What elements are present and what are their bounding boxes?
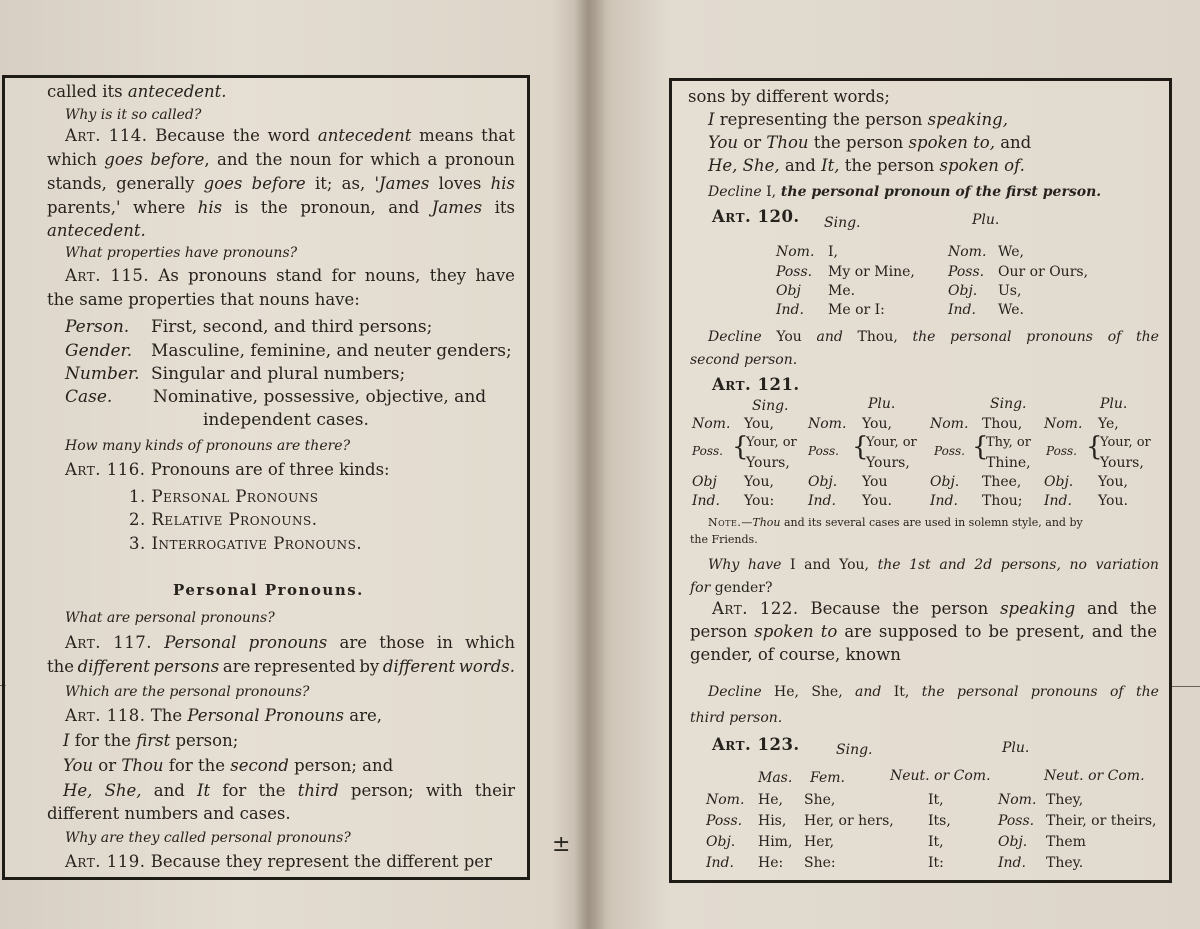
case-label: Nom. xyxy=(1044,416,1083,432)
text-line: which goes before, and the noun for which a pronoun xyxy=(47,150,515,169)
case-label: Poss. xyxy=(948,264,985,280)
case-form: Their, or theirs, xyxy=(1046,813,1157,829)
case-label: Poss. xyxy=(998,813,1035,829)
case-label: Obj. xyxy=(808,474,838,490)
case-form: Yours, xyxy=(1100,455,1144,471)
case-label: Nom. xyxy=(776,244,815,260)
article-117: Art. 117. Personal pronouns are those in which xyxy=(65,633,515,652)
case-form: You: xyxy=(744,493,775,509)
case-form: She: xyxy=(804,855,836,871)
case-form: His, xyxy=(758,813,787,829)
table-head: Plu. xyxy=(868,396,896,412)
question: Why is it so called? xyxy=(65,107,202,123)
property-term: Case. xyxy=(65,387,113,407)
case-form: Yours, xyxy=(866,455,910,471)
question: Why have I and You, the 1st and 2d persons, no variation xyxy=(708,557,1159,573)
text-line: parents,' where his is the pronoun, and James its xyxy=(47,198,515,217)
case-form: It: xyxy=(928,855,944,871)
text-line: the different persons are represented by different words. xyxy=(47,657,515,676)
case-form: Her, or hers, xyxy=(804,813,894,829)
text-line: I for the first person; xyxy=(63,731,239,750)
case-label: Poss. xyxy=(776,264,813,280)
property-text: independent cases. xyxy=(203,410,369,430)
table-head: Plu. xyxy=(972,212,1000,228)
right-page xyxy=(669,78,1172,883)
case-form: Them xyxy=(1046,834,1086,850)
kind-item: 2. Relative Pronouns. xyxy=(129,510,318,529)
brace: { xyxy=(1086,432,1103,462)
case-form: We, xyxy=(998,244,1024,260)
brace: { xyxy=(732,432,749,462)
case-form: Your, or xyxy=(1100,435,1151,450)
case-label: Ind. xyxy=(998,855,1026,871)
edge-rule-right xyxy=(1172,686,1200,687)
case-form: Ye, xyxy=(1098,416,1119,432)
text-line: different numbers and cases. xyxy=(47,804,291,823)
case-form: Us, xyxy=(998,283,1022,299)
page-mark: ± xyxy=(552,832,571,857)
property-term: Gender. xyxy=(65,341,133,361)
case-form: Him, xyxy=(758,834,793,850)
case-form: You, xyxy=(744,474,774,490)
text-line: I representing the person speaking, xyxy=(708,110,1008,129)
table-head: Sing. xyxy=(824,215,861,231)
article-122: Art. 122. Because the person speaking and the xyxy=(712,599,1157,618)
case-label: Nom. xyxy=(706,792,745,808)
table-head: Neut. or Com. xyxy=(890,768,991,784)
case-form: Our or Ours, xyxy=(998,264,1089,280)
question: third person. xyxy=(690,710,783,726)
case-form: Thou; xyxy=(982,493,1023,509)
case-label: Obj. xyxy=(706,834,736,850)
kind-item: 3. Interrogative Pronouns. xyxy=(129,534,363,553)
article-121: Art. 121. xyxy=(712,375,800,394)
case-label: Nom. xyxy=(808,416,847,432)
case-label: Ind. xyxy=(692,493,720,509)
article-115: Art. 115. As pronouns stand for nouns, they have xyxy=(65,266,515,285)
article-116: Art. 116. Pronouns are of three kinds: xyxy=(65,460,390,479)
question: What properties have pronouns? xyxy=(65,245,298,261)
left-page xyxy=(2,75,530,880)
footnote: Note.—Thou and its several cases are used in solemn style, and by xyxy=(708,516,1083,529)
text-line: antecedent. xyxy=(47,221,146,240)
article-118: Art. 118. The Personal Pronouns are, xyxy=(65,706,382,725)
article-119: Art. 119. Because they represent the different per xyxy=(65,852,492,871)
question: Decline He, She, and It, the personal pronouns of the xyxy=(708,684,1159,700)
case-form: My or Mine, xyxy=(828,264,915,280)
case-form: They. xyxy=(1046,855,1084,871)
section-heading: Personal Pronouns. xyxy=(173,581,364,599)
text-line: person spoken to are supposed to be present, and the xyxy=(690,622,1157,641)
question: Which are the personal pronouns? xyxy=(65,684,310,700)
case-form: Thy, or xyxy=(986,435,1031,450)
case-form: You, xyxy=(1098,474,1128,490)
case-label: Obj. xyxy=(930,474,960,490)
property-term: Person. xyxy=(65,317,130,337)
table-head: Plu. xyxy=(1100,396,1128,412)
table-head: Sing. xyxy=(752,398,789,414)
case-form: She, xyxy=(804,792,836,808)
text-line: You or Thou for the second person; and xyxy=(63,756,394,775)
table-head: Plu. xyxy=(1002,740,1030,756)
case-form: You. xyxy=(1098,493,1128,509)
property-text: First, second, and third persons; xyxy=(151,317,433,337)
question: for gender? xyxy=(690,580,773,596)
property-text: Singular and plural numbers; xyxy=(151,364,406,384)
case-form: You. xyxy=(862,493,892,509)
case-label: Ind. xyxy=(776,302,804,318)
text-line: stands, generally goes before it; as, 'James loves his xyxy=(47,174,515,193)
case-form: Thee, xyxy=(982,474,1022,490)
case-label: Nom. xyxy=(998,792,1037,808)
case-label: Poss. xyxy=(1046,444,1077,458)
text-line: the same properties that nouns have: xyxy=(47,290,360,309)
table-head: Mas. xyxy=(758,770,793,786)
question: Decline You and Thou, the personal pronouns of the xyxy=(708,329,1159,345)
book-gutter xyxy=(574,0,606,929)
case-label: Nom. xyxy=(948,244,987,260)
question: Why are they called personal pronouns? xyxy=(65,830,351,846)
case-form: It, xyxy=(928,792,944,808)
article-120: Art. 120. xyxy=(712,207,800,226)
footnote: the Friends. xyxy=(690,533,758,546)
case-form: They, xyxy=(1046,792,1084,808)
case-label: Nom. xyxy=(930,416,969,432)
question: Decline I, the personal pronoun of the first person. xyxy=(708,184,1102,200)
case-form: It, xyxy=(928,834,944,850)
case-form: Thou, xyxy=(982,416,1023,432)
article-114: Art. 114. Because the word antecedent means that xyxy=(65,126,515,145)
case-label: Obj. xyxy=(998,834,1028,850)
table-head: Sing. xyxy=(836,742,873,758)
property-text: Masculine, feminine, and neuter genders; xyxy=(151,341,512,361)
case-form: Her, xyxy=(804,834,835,850)
text-line: He, She, and It for the third person; with their xyxy=(63,781,515,800)
case-label: Poss. xyxy=(808,444,839,458)
kind-item: 1. Personal Pronouns xyxy=(129,487,319,506)
case-form: You xyxy=(862,474,888,490)
question: second person. xyxy=(690,352,798,368)
case-form: He: xyxy=(758,855,784,871)
case-label: Ind. xyxy=(930,493,958,509)
case-form: Your, or xyxy=(746,435,797,450)
case-form: We. xyxy=(998,302,1024,318)
text-line: called its antecedent. xyxy=(47,82,227,101)
case-form: He, xyxy=(758,792,783,808)
case-form: You, xyxy=(862,416,892,432)
case-label: Poss. xyxy=(706,813,743,829)
case-form: Your, or xyxy=(866,435,917,450)
case-label: Ind. xyxy=(808,493,836,509)
property-term: Number. xyxy=(65,364,140,384)
text-line: You or Thou the person spoken to, and xyxy=(708,133,1032,152)
case-form: I, xyxy=(828,244,838,260)
table-head: Sing. xyxy=(990,396,1027,412)
case-form: Thine, xyxy=(986,455,1031,471)
case-label: Poss. xyxy=(692,444,723,458)
article-123: Art. 123. xyxy=(712,735,800,754)
case-form: Yours, xyxy=(746,455,790,471)
case-label: Nom. xyxy=(692,416,731,432)
case-label: Poss. xyxy=(934,444,965,458)
brace: { xyxy=(972,432,989,462)
case-label: Obj xyxy=(776,283,801,299)
property-text: Nominative, possessive, objective, and xyxy=(153,387,487,407)
table-head: Fem. xyxy=(810,770,845,786)
case-form: Me. xyxy=(828,283,856,299)
table-head: Neut. or Com. xyxy=(1044,768,1145,784)
brace: { xyxy=(852,432,869,462)
case-label: Obj. xyxy=(1044,474,1074,490)
case-label: Obj. xyxy=(948,283,978,299)
case-label: Ind. xyxy=(706,855,734,871)
case-label: Ind. xyxy=(1044,493,1072,509)
text-line: He, She, and It, the person spoken of. xyxy=(708,156,1025,175)
text-line: sons by different words; xyxy=(688,87,890,106)
case-form: Its, xyxy=(928,813,951,829)
case-label: Obj xyxy=(692,474,717,490)
question: What are personal pronouns? xyxy=(65,610,275,626)
text-line: gender, of course, known xyxy=(690,645,901,664)
question: How many kinds of pronouns are there? xyxy=(65,438,351,454)
case-form: Me or I: xyxy=(828,302,885,318)
case-label: Ind. xyxy=(948,302,976,318)
case-form: You, xyxy=(744,416,774,432)
